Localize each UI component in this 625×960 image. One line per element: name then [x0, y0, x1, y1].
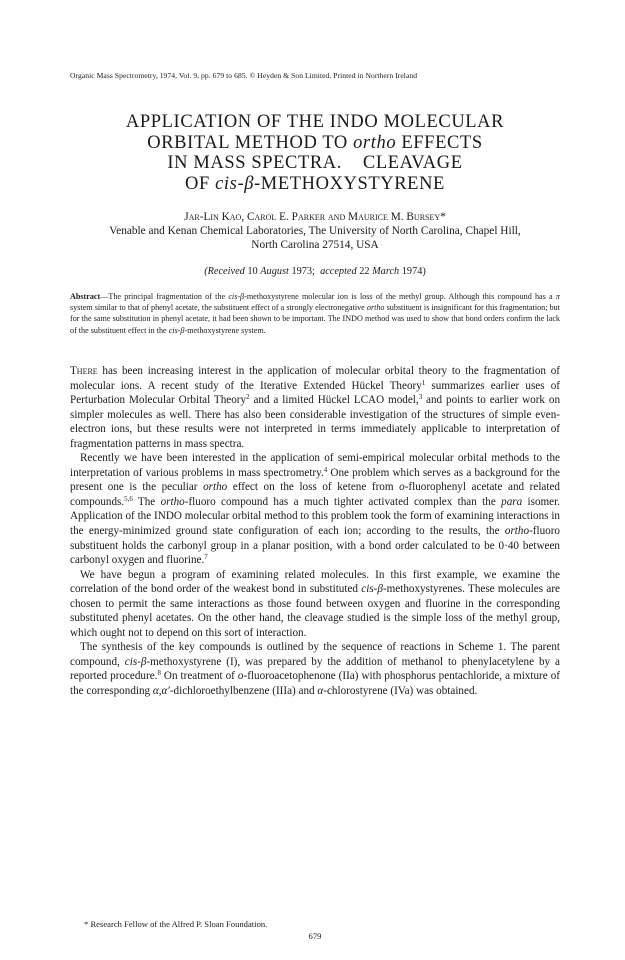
received-dates: (Received 10 August 1973; accepted 22 March 1974): [204, 266, 426, 277]
title-line-1: APPLICATION OF THE INDO MOLECULAR: [125, 112, 505, 132]
affiliation-line-2: North Carolina 27514, USA: [251, 239, 379, 252]
page-number: 679: [308, 931, 322, 941]
title-line-4: OF cis-β-METHOXYSTYRENE: [185, 173, 445, 194]
author-block: [70, 210, 560, 253]
author-names: Jar-Lin Kao, Carol E. Parker and Maurice M. Bursey*: [184, 211, 446, 223]
paragraph-4: The synthesis of the key compounds is outlined by the sequence of reactions in Scheme 1. The parent compound, cis-β-methoxystyrene (I), was prepared by the addition of methanol to phenylacetylene by a reported procedure.$^8$ On treatment of o-fluoroacetophenone (IIa) with phosphorus pentachloride, a mixture of the corresponding α,α′-dichloroethylbenzene (IIIa) and α-chlorostyrene (IVa) was obtained.: [70, 641, 561, 698]
journal-header: Organic Mass Spectrometry, 1974, Vol. 9, pp. 679 to 685. © Heyden & Son Limited. Printed in Northern Ireland: [70, 71, 418, 80]
abstract-label: Abstract: [70, 292, 101, 301]
article-title: [70, 112, 560, 194]
abstract: Abstract—The principal fragmentation of the cis-β-methoxystyrene molecular ion is loss of the methyl group. Although this compound has a π system similar to that of phenyl acetate, the substituent effect of a strongly electronegative ortho substituent is insignificant for this fragmentation; but for the same substitution in phenyl acetate, it had been shown to be important. The INDO method was used to show that bond orders confirm the lack of the substituent effect in the cis-β-methoxystyrene system.: [70, 292, 560, 335]
footnote: * Research Fellow of the Alfred P. Sloan Foundation.: [84, 919, 268, 929]
paragraph-1: There has been increasing interest in the application of molecular orbital theory to the fragmentation of molecular ions. A recent study of the Iterative Extended Hückel Theory$^1$ summarizes earlier uses of Perturbation Molecular Orbital Theory$^2$ and a limited Hückel LCAO model,$^3$ and points to earlier work on simpler molecules as well. There has also been considerable investigation of the structures of simple even-electron ions, but these results were not interpreted in terms immediately applicable to interpretation of fragmentation patterns in mass spectra.: [70, 365, 561, 450]
title-line-2: ORBITAL METHOD TO ortho EFFECTS: [147, 132, 483, 153]
title-line-3: IN MASS SPECTRA. CLEAVAGE: [167, 153, 463, 174]
paragraph-3: We have begun a program of examining related molecules. In this first example, we examine the correlation of the bond order of the weakest bond in substituted cis-β-methoxystyrenes. These molecules are chosen to permit the same interactions as those found between oxygen and fluorine in the corresponding substituted phenyl acetates. On the other hand, the cleavage studied is the simple loss of the methyl group, which ought not to depend on this sort of interaction.: [70, 568, 560, 639]
paragraph-2: Recently we have been interested in the application of semi-empirical molecular orbital methods to the interpretation of various problems in mass spectrometry.$^4$ One problem which serves as a background for the present one is the peculiar ortho effect on the loss of ketene from o-fluorophenyl acetate and related compounds.$^{5,6}$ The ortho-fluoro compound has a much tighter activated complex than the para isomer. Application of the INDO molecular orbital method to this problem took the form of examining interactions in the energy-minimized ground state configuration of each ion; according to the results, the ortho-fluoro substituent holds the carbonyl group in a planar position, with a bond order calculated to be 0·40 between carbonyl oxygen and fluorine.$^7$: [70, 452, 561, 567]
affiliation-line-1: Venable and Kenan Chemical Laboratories, The University of North Carolina, Chapel Hill,: [109, 225, 521, 238]
body-text: [70, 364, 560, 699]
